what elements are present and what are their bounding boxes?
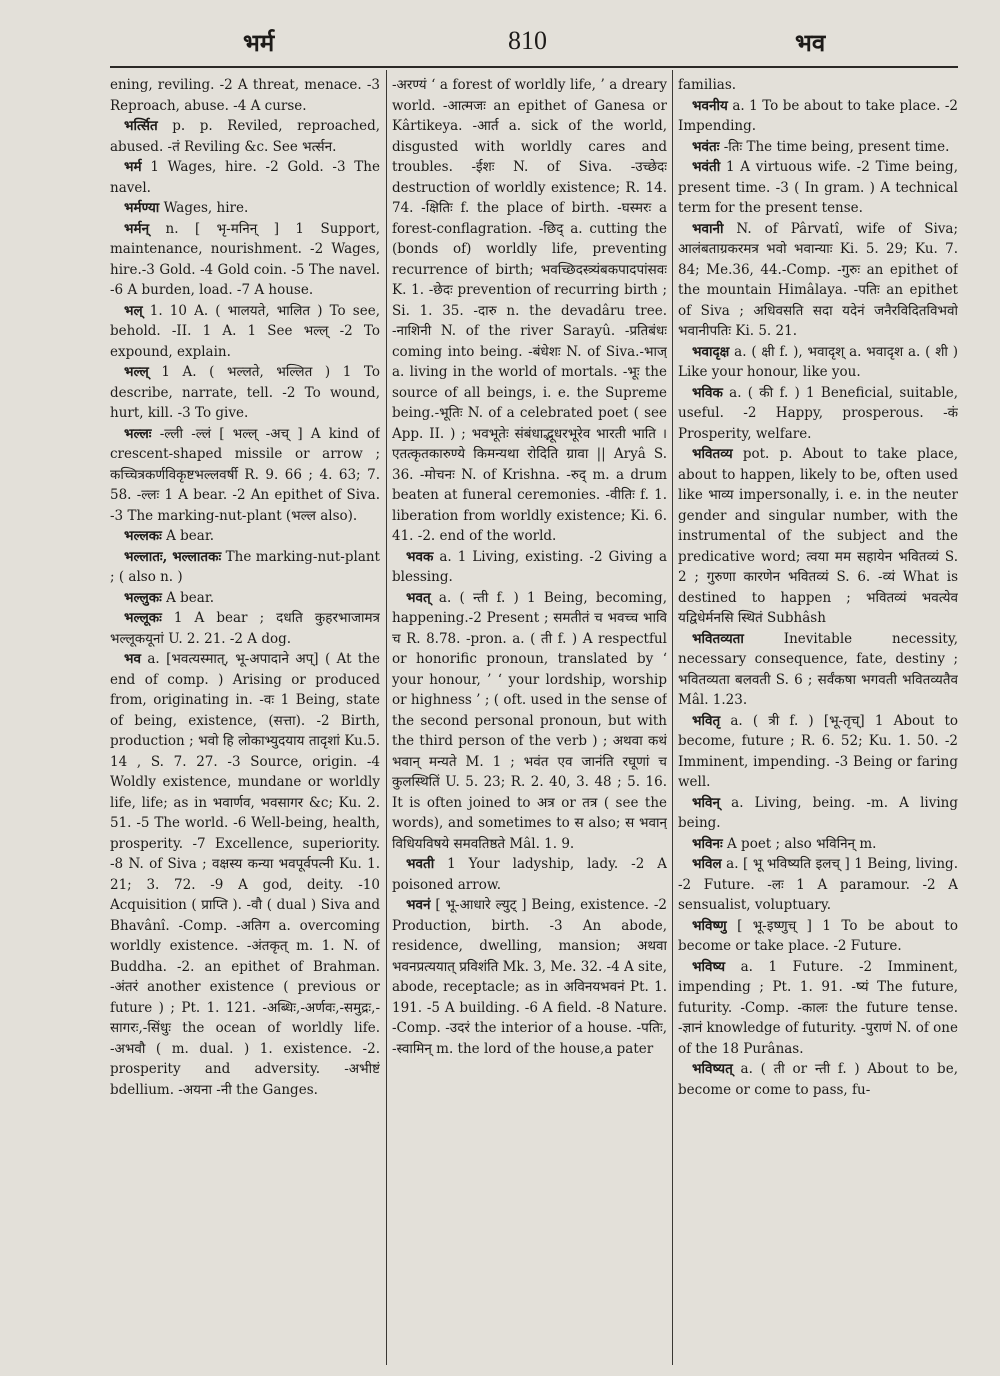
entry-definition: a. 1 Living, existing. -2 Giving a blessing.	[392, 548, 667, 585]
dictionary-entry	[110, 219, 380, 301]
entry-definition: 1 A virtuous wife. -2 Time being, present time. -3 ( In gram. ) A technical term for the present tense.	[678, 159, 958, 216]
entry-definition: 1 A. ( भल्लते, भल्लित ) 1 To describe, narrate, tell. -2 To wound, hurt, kill. -3 To give.	[110, 364, 380, 421]
entry-definition: The marking-nut-plant ; ( also n. )	[110, 548, 380, 585]
headword: भल्लकः	[124, 528, 162, 544]
dictionary-entry	[678, 1059, 958, 1100]
entry-definition: a. Living, being. -m. A living being.	[678, 794, 958, 831]
headword: भवनं	[406, 897, 431, 913]
entry-definition: 1 Wages, hire. -2 Gold. -3 The navel.	[110, 159, 380, 196]
dictionary-entry	[678, 916, 958, 957]
headword: भवितव्य	[692, 446, 733, 462]
entry-definition: a. ( न्ती f. ) 1 Being, becoming, happening.-2 Present ; समतीतं च भवच्च भावि च R. 8.78. -pron. a. ( ती f. ) A respectful or honorific pronoun, translated by ‘ your honour, ’ ‘ your lordship, worship or highness ’ ; ( oft. used in the sense of the second personal pronoun, but with the third person of the verb ) ; अथवा कथं भवान् मन्यते M. 1 ; भवंत एव जानंति रघूणां च कुलस्थितिं U. 5. 23; R. 2. 40, 3. 48 ; 5. 16. It is often joined to अत्र or तत्र ( see the words), and sometimes to स also; स भवान् विधियविषये समवतिष्ठते Mâl. 1. 9.	[392, 589, 667, 852]
dictionary-entry	[678, 75, 958, 96]
headword: भल्लः	[124, 425, 152, 442]
entry-definition: a. ( ती or न्ती f. ) About to be, become or come to pass, fu-	[678, 1061, 958, 1098]
entry-definition: -ल्ली -ल्लं [ भल्ल् -अच् ] A kind of crescent-shaped missile or arrow ; कच्चित्रकर्णविकृष्टभल्लवर्षी R. 9. 66 ; 4. 63; 7. 58. -ल्लः 1 A bear. -2 An epithet of Siva. -3 The marking-nut-plant (भल्ल also).	[110, 425, 380, 524]
headword: भर्मन्	[124, 220, 150, 237]
headword: भर्मण्या	[124, 200, 160, 216]
headword: भर्त्सित	[124, 118, 158, 134]
dictionary-entry	[678, 834, 958, 855]
dictionary-entry	[392, 854, 667, 895]
headword: भवत्	[406, 589, 431, 606]
dictionary-entry	[678, 957, 958, 1060]
dictionary-entry	[678, 793, 958, 834]
headword: भव	[124, 651, 141, 667]
header-rule	[110, 66, 958, 68]
column-3	[678, 75, 958, 1365]
dictionary-entry	[110, 362, 380, 424]
dictionary-entry	[110, 526, 380, 547]
dictionary-entry	[110, 75, 380, 116]
entry-definition: a. 1 To be about to take place. -2 Impending.	[678, 97, 958, 134]
dictionary-entry	[678, 383, 958, 445]
dictionary-entry	[110, 588, 380, 609]
headword: भवादृक्ष	[692, 343, 730, 360]
dictionary-entry	[678, 157, 958, 219]
headword: भविष्य	[692, 958, 726, 975]
column-1	[110, 75, 380, 1365]
headword: भवानी	[692, 220, 724, 237]
headword: भविल	[692, 856, 722, 872]
headword: भवितव्यता	[692, 630, 744, 647]
header-left-guide-word: भर्म	[243, 28, 275, 57]
page-number: 810	[508, 26, 547, 55]
headword: भल्लातः, भल्लातकः	[124, 548, 222, 565]
dictionary-entry	[678, 96, 958, 137]
headword: भल्लूकः	[124, 610, 162, 626]
headword: भवितृ	[692, 712, 721, 729]
entry-definition: a. ( की f. ) 1 Beneficial, suitable, useful. -2 Happy, prosperous. -कं Prosperity, welfare.	[678, 384, 958, 442]
headword: भवक	[406, 548, 434, 565]
header-right-guide-word: भव	[795, 28, 826, 57]
dictionary-entry	[392, 588, 667, 855]
headword: भल्	[124, 302, 143, 319]
dictionary-entry	[110, 424, 380, 527]
headword: भर्म	[124, 159, 142, 175]
dictionary-entry	[110, 301, 380, 363]
dictionary-entry	[392, 547, 667, 588]
dictionary-entry	[678, 711, 958, 793]
entry-definition: a. ( क्षी f. ), भवादृश् a. भवादृश a. ( शी ) Like your honour, like you.	[678, 343, 958, 380]
entry-definition: 1 A bear ; दधति कुहरभाजामत्र भल्लूकयूनां U. 2. 21. -2 A dog.	[110, 610, 380, 647]
headword: भल्ल्	[124, 364, 149, 380]
entry-definition: Wages, hire.	[159, 200, 249, 216]
column-divider	[386, 70, 387, 1365]
entry-definition: -अरण्यं ‘ a forest of worldly life, ’ a dreary world. -आत्मजः an epithet of Ganesa or Kârtikeya. -आर्त a. sick of the world, disgusted with worldly cares and troubles. -ईशः N. of Siva. -उच्छेदः destruction of worldly existence; R. 14. 74. -क्षितिः f. the place of birth. -घस्मरः a forest-conflagration. -छिद् a. cutting the (bonds of) worldly life, preventing recurrence of birth; भवच्छिदस्त्र्यंबकपादपांसवः K. 1. -छेदः prevention of recurring birth ; Si. 1. 35. -दारु n. the devadâru tree. -नाशिनी N. of the river Sarayû. -प्रतिबंधः coming into being. -बंधेशः N. of Siva.-भाज् a. living in the world of mortals. -भूः the source of all beings, i. e. the Supreme being.-भूतिः N. of a celebrated poet ( see App. II. ) ; भवभूतेः संबंधाद्भूधरभूरेव भारती भाति । एतत्कृतकारुण्ये किमन्यथा रोदिति ग्रावा || Aryâ S. 36. -मोचनः N. of Krishna. -रुद् m. a drum beaten at funeral ceremonies. -वीतिः f. 1. liberation from worldly existence; Ki. 6. 41. -2. end of the world.	[392, 77, 667, 544]
entry-definition: ening, reviling. -2 A threat, menace. -3 Reproach, abuse. -4 A curse.	[110, 77, 380, 114]
entry-definition: 1 Your ladyship, lady. -2 A poisoned arrow.	[392, 856, 667, 893]
entry-definition: [ भू-इष्णुच् ] 1 To be about to become or take place. -2 Future.	[678, 917, 958, 954]
headword: भवती	[406, 856, 435, 872]
entry-definition: n. [ भृ-मनिन् ] 1 Support, maintenance, nourishment. -2 Wages, hire.-3 Gold. -4 Gold coin. -5 The navel. -6 A burden, load. -7 A house.	[110, 220, 380, 298]
headword: भविष्यत्	[692, 1061, 733, 1077]
entry-definition: familias.	[678, 77, 737, 93]
entry-definition: -तिः The time being, present time.	[719, 138, 950, 155]
entry-definition: a. ( त्री f. ) [भू-तृच्] 1 About to become, future ; R. 6. 52; Ku. 1. 50. -2 Imminent, impending. -3 Being or faring well.	[678, 712, 958, 790]
dictionary-entry	[110, 157, 380, 198]
dictionary-entry	[678, 219, 958, 342]
dictionary-entry	[110, 198, 380, 219]
entry-definition: a. 1 Future. -2 Imminent, impending ; Pt. 1. 91. -ष्यं The future, futurity. -Comp. -कालः the future tense. -ज्ञानं knowledge of futurity. -पुराणं N. of one of the 18 Purânas.	[678, 958, 958, 1057]
entry-definition: A bear.	[161, 528, 215, 544]
dictionary-entry	[110, 608, 380, 649]
entry-definition: 1. 10 A. ( भालयते, भालित ) To see, behold. -II. 1 A. 1 See भल्ल् -2 To expound, explain.	[110, 302, 380, 360]
dictionary-entry	[678, 137, 958, 158]
entry-definition: [ भू-आधारे ल्युट् ] Being, existence. -2 Production, birth. -3 An abode, residence, dwelling, mansion; अथवा भवनप्रत्ययात् प्रविशंति Mk. 3, Me. 32. -4 A site, abode, receptacle; as in अविनयभवनं Pt. 1. 191. -5 A building. -6 A field. -8 Nature. -Comp. -उदरं the interior of a house. -पतिः, -स्वामिन् m. the lord of the house,a pater	[392, 897, 667, 1057]
headword: भविष्णु	[692, 917, 727, 934]
dictionary-entry	[110, 116, 380, 157]
dictionary-entry	[678, 629, 958, 711]
entry-definition: p. p. Reviled, reproached, abused. -तं Reviling &c. See भर्त्सन.	[110, 118, 380, 155]
column-divider	[672, 70, 673, 1365]
headword: भविन्	[692, 794, 720, 811]
column-2	[392, 75, 667, 1365]
dictionary-entry	[392, 895, 667, 1059]
headword: भविनः	[692, 835, 723, 852]
dictionary-entry	[110, 649, 380, 1100]
headword: भविक	[692, 384, 723, 401]
dictionary-entry	[678, 854, 958, 916]
entry-definition: A bear.	[161, 589, 215, 606]
dictionary-entry	[392, 75, 667, 547]
entry-definition: pot. p. About to take place, about to happen, likely to be, often used like भाव्य impersonally, i. e. in the neuter gender and singular number, with the instrumental of the subject and the predicative word; त्वया मम सहायेन भवितव्यं S. 2 ; गुरुणा कारणेन भवितव्यं S. 6. -व्यं What is destined to happen ; भवितव्यं भवत्येव यद्विधेर्मनसि स्थितं Subhâsh	[678, 446, 958, 626]
entry-definition: N. of Pârvatî, wife of Siva; आलंबताग्रकरमत्र भवो भवान्याः Ki. 5. 29; Ku. 7. 84; Me.36, 44.-Comp. -गुरुः an epithet of the mountain Himâlaya. -पतिः an epithet of Siva ; अधिवसति सदा यदेनं जनैरविदितविभवो भवानीपतिः Ki. 5. 21.	[678, 220, 958, 339]
entry-definition: A poet ; also भविनिन् m.	[722, 835, 877, 852]
dictionary-entry	[678, 444, 958, 629]
entry-definition: a. [ भू भविष्यति इलच् ] 1 Being, living. -2 Future. -लः 1 A paramour. -2 A sensualist, voluptuary.	[678, 856, 958, 913]
entry-definition: a. [भवत्यस्मात्, भू-अपादाने अप्] ( At the end of comp. ) Arising or produced from, originating in. -वः 1 Being, state of being, existence, (सत्ता). -2 Birth, production ; भवो हि लोकाभ्युदयाय तादृशां Ku.5. 14 , S. 7. 27. -3 Source, origin. -4 Woldly existence, mundane or worldly life, life; as in भवार्णव, भवसागर &c; Ku. 2. 51. -5 The world. -6 Well-being, health, prosperity. -7 Excellence, superiority. -8 N. of Siva ; वक्षस्य कन्या भवपूर्वपत्नी Ku. 1. 21; 3. 72. -9 A god, deity. -10 Acquisition ( प्राप्ति ). -वौ ( dual ) Siva and Bhavânî. -Comp. -अतिग a. overcoming worldly existence. -अंतकृत् m. 1. N. of Buddha. -2. an epithet of Brahman. -अंतरं another existence ( previous or future ) ; Pt. 1. 121. -अब्धिः,-अर्णवः,-समुद्रः,-सागरः,-सिंधुः the ocean of worldly life. -अभवौ ( m. dual. ) 1. existence. -2. prosperity and adversity. -अभीष्टं bdellium. -अयना -नी the Ganges.	[110, 651, 380, 1098]
dictionary-entry	[110, 547, 380, 588]
headword: भल्लुकः	[124, 589, 162, 606]
headword: भवंती	[692, 159, 721, 175]
dictionary-entry	[678, 342, 958, 383]
headword: भवंतः	[692, 138, 720, 155]
headword: भवनीय	[692, 97, 728, 114]
entry-definition: Inevitable necessity, necessary consequence, fate, destiny ; भवितव्यता बलवती S. 6 ; सर्वंकषा भगवती भवितव्यतैव Mâl. 1.23.	[678, 630, 958, 708]
